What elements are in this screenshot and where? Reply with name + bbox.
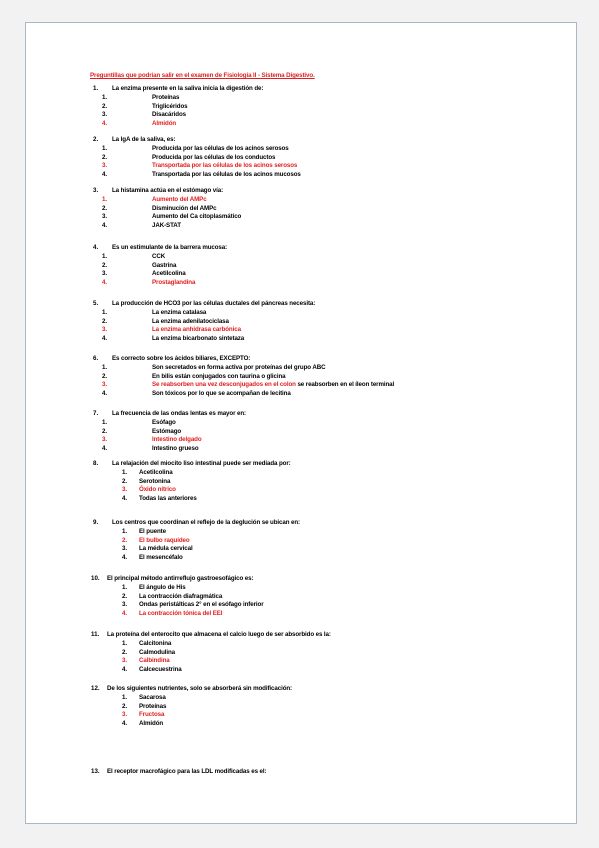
- option-text: CCK: [152, 253, 166, 260]
- option-number: 3.: [122, 601, 127, 609]
- document-page: [25, 22, 577, 824]
- option-text: Prostaglandina: [152, 278, 196, 286]
- option-number: 3.: [122, 657, 127, 665]
- question-text: La proteína del enterocito que almacena el calcio luego de ser absorbido es la:: [107, 631, 331, 638]
- option-number: 4.: [102, 278, 107, 286]
- option-number: 1.: [122, 584, 127, 591]
- question-number: 5.: [93, 300, 99, 307]
- option-number: 4.: [102, 170, 107, 178]
- option-text: Disminución del AMPc: [152, 204, 217, 212]
- option-text: Todas las anteriores: [139, 494, 197, 502]
- option-number: 2.: [122, 592, 127, 600]
- option-text: El ángulo de His: [139, 584, 186, 591]
- option-text: Producida por las células de los conductos: [152, 153, 276, 161]
- option-number: 3.: [102, 111, 107, 119]
- option-number: 4.: [102, 334, 107, 342]
- question-number: 2.: [93, 136, 99, 143]
- option-number: 4.: [102, 389, 107, 397]
- option-text: El puente: [139, 528, 166, 535]
- question-text: La IgA de la saliva, es:: [112, 136, 176, 143]
- option-text: El bulbo raquídeo: [139, 536, 190, 544]
- question-number: 3.: [93, 187, 99, 194]
- question-text: La enzima presente en la saliva inicia la digestión de:: [112, 85, 264, 92]
- option-number: 1.: [122, 469, 127, 476]
- option-number: 1.: [102, 196, 107, 203]
- option-text: Intestino delgado: [152, 436, 202, 444]
- option-number: 2.: [122, 702, 127, 710]
- option-text: Disacáridos: [152, 111, 186, 119]
- option-number: 3.: [102, 436, 107, 444]
- option-number: 2.: [102, 372, 107, 380]
- option-text: Intestino grueso: [152, 444, 199, 452]
- option-number: 1.: [122, 528, 127, 535]
- option-text: Triglicéridos: [152, 102, 188, 110]
- option-number: 2.: [122, 477, 127, 485]
- option-number: 3.: [122, 486, 127, 494]
- question-number: 10.: [91, 575, 100, 582]
- option-number: 2.: [102, 317, 107, 325]
- question-number: 9.: [93, 519, 99, 526]
- option-text: Óxido nítrico: [139, 486, 176, 494]
- option-text: La médula cervical: [139, 545, 193, 553]
- option-text: Gastrina: [152, 261, 177, 269]
- option-text: Calcecuestrina: [139, 665, 182, 673]
- question-number: 6.: [93, 355, 99, 362]
- option-number: 2.: [102, 427, 107, 435]
- option-number: 3.: [122, 711, 127, 719]
- option-number: 2.: [122, 536, 127, 544]
- option-text: La enzima bicarbonato sintetaza: [152, 334, 245, 342]
- question-number: 11.: [91, 631, 100, 638]
- question-number: 7.: [93, 410, 99, 417]
- option-number: 4.: [122, 665, 127, 673]
- option-number: 4.: [122, 553, 127, 561]
- option-text: Estómago: [152, 427, 182, 435]
- option-text: Transportada por las células de los acinos mucosos: [152, 170, 301, 178]
- option-number: 4.: [102, 119, 107, 127]
- option-text: Ondas peristálticas 2° en el esófago inferior: [139, 601, 264, 609]
- option-number: 1.: [122, 694, 127, 701]
- option-number: 2.: [122, 648, 127, 656]
- option-text: Calmodulina: [139, 648, 176, 656]
- option-number: 3.: [102, 162, 107, 170]
- option-text: Son secretados en forma activa por proteínas del grupo ABC: [152, 364, 326, 371]
- option-number: 4.: [122, 494, 127, 502]
- option-number: 2.: [102, 153, 107, 161]
- option-text: Son tóxicos por lo que se acompañan de lecitina: [152, 389, 291, 397]
- option-text: Acetilcolina: [152, 270, 186, 278]
- question-text: De los siguientes nutrientes, solo se absorberá sin modificación:: [107, 685, 293, 692]
- option-text: Fructosa: [139, 711, 165, 719]
- option-text: Aumento del Ca citoplasmático: [152, 213, 242, 221]
- option-text: Proteínas: [139, 702, 167, 710]
- option-number: 2.: [102, 204, 107, 212]
- question-number: 4.: [93, 244, 99, 251]
- option-text: Sacarosa: [139, 694, 166, 701]
- question-number: 13.: [91, 768, 100, 775]
- option-number: 3.: [102, 381, 107, 389]
- question-text: El receptor macrofágico para las LDL modificadas es el:: [107, 768, 267, 775]
- option-text: En bilis están conjugados con taurina o glicina: [152, 372, 286, 380]
- option-number: 4.: [122, 609, 127, 617]
- option-number: 4.: [102, 221, 107, 229]
- option-text: Calbindina: [139, 657, 170, 665]
- option-text: La enzima adenilatociclasa: [152, 317, 229, 325]
- question-text: Los centros que coordinan el reflejo de la deglución se ubican en:: [112, 519, 301, 526]
- option-number: 1.: [102, 94, 107, 101]
- option-number: 1.: [102, 145, 107, 152]
- option-number: 4.: [102, 444, 107, 452]
- option-text: La contracción tónica del EEI: [139, 609, 223, 617]
- option-text: Aumento del AMPc: [152, 196, 207, 203]
- option-number: 1.: [102, 364, 107, 371]
- question-text: Es correcto sobre los ácidos biliares, EXCEPTO:: [112, 355, 251, 362]
- option-number: 1.: [122, 640, 127, 647]
- option-number: 2.: [102, 102, 107, 110]
- question-number: 12.: [91, 685, 100, 692]
- option-text: La enzima catalasa: [152, 309, 207, 316]
- option-text: Serotonina: [139, 477, 171, 485]
- option-text: Calcitonina: [139, 640, 172, 647]
- option-number: 1.: [102, 309, 107, 316]
- option-text: Proteínas: [152, 94, 180, 101]
- question-number: 8.: [93, 460, 99, 467]
- question-text: Es un estimulante de la barrera mucosa:: [112, 244, 228, 251]
- option-text: JAK-STAT: [152, 221, 181, 229]
- option-number: 3.: [102, 213, 107, 221]
- option-number: 1.: [102, 253, 107, 260]
- document-title: Preguntillas que podrían salir en el examen de Fisiología II - Sistema Digestivo.: [90, 72, 315, 79]
- question-text: La histamina actúa en el estómago vía:: [112, 187, 224, 194]
- option-number: 2.: [102, 261, 107, 269]
- option-text: Esófago: [152, 419, 176, 426]
- option-text: Transportada por las células de los acinos serosos: [152, 162, 298, 170]
- question-text: La relajación del miocito liso intestinal puede ser mediada por:: [112, 460, 291, 467]
- question-text: El principal método antirreflujo gastroesofágico es:: [107, 575, 254, 582]
- option-number: 3.: [122, 545, 127, 553]
- option-text: El mesencéfalo: [139, 553, 183, 561]
- option-text: Se reabsorben una vez desconjugados en el colon se reabsorben en el íleon terminal: [152, 381, 395, 389]
- option-text: Almidón: [152, 119, 177, 127]
- question-text: La producción de HCO3 por las células ductales del páncreas necesita:: [112, 300, 316, 307]
- option-text: Almidón: [139, 719, 164, 727]
- option-text: Producida por las células de los acinos serosos: [152, 145, 289, 152]
- option-number: 1.: [102, 419, 107, 426]
- option-number: 3.: [102, 270, 107, 278]
- option-text: La enzima anhidrasa carbónica: [152, 326, 241, 334]
- option-text: Acetilcolina: [139, 469, 173, 476]
- option-number: 4.: [122, 719, 127, 727]
- question-number: 1.: [93, 85, 99, 92]
- option-text: La contracción diafragmática: [139, 592, 223, 600]
- question-text: La frecuencia de las ondas lentas es mayor en:: [112, 410, 246, 417]
- option-number: 3.: [102, 326, 107, 334]
